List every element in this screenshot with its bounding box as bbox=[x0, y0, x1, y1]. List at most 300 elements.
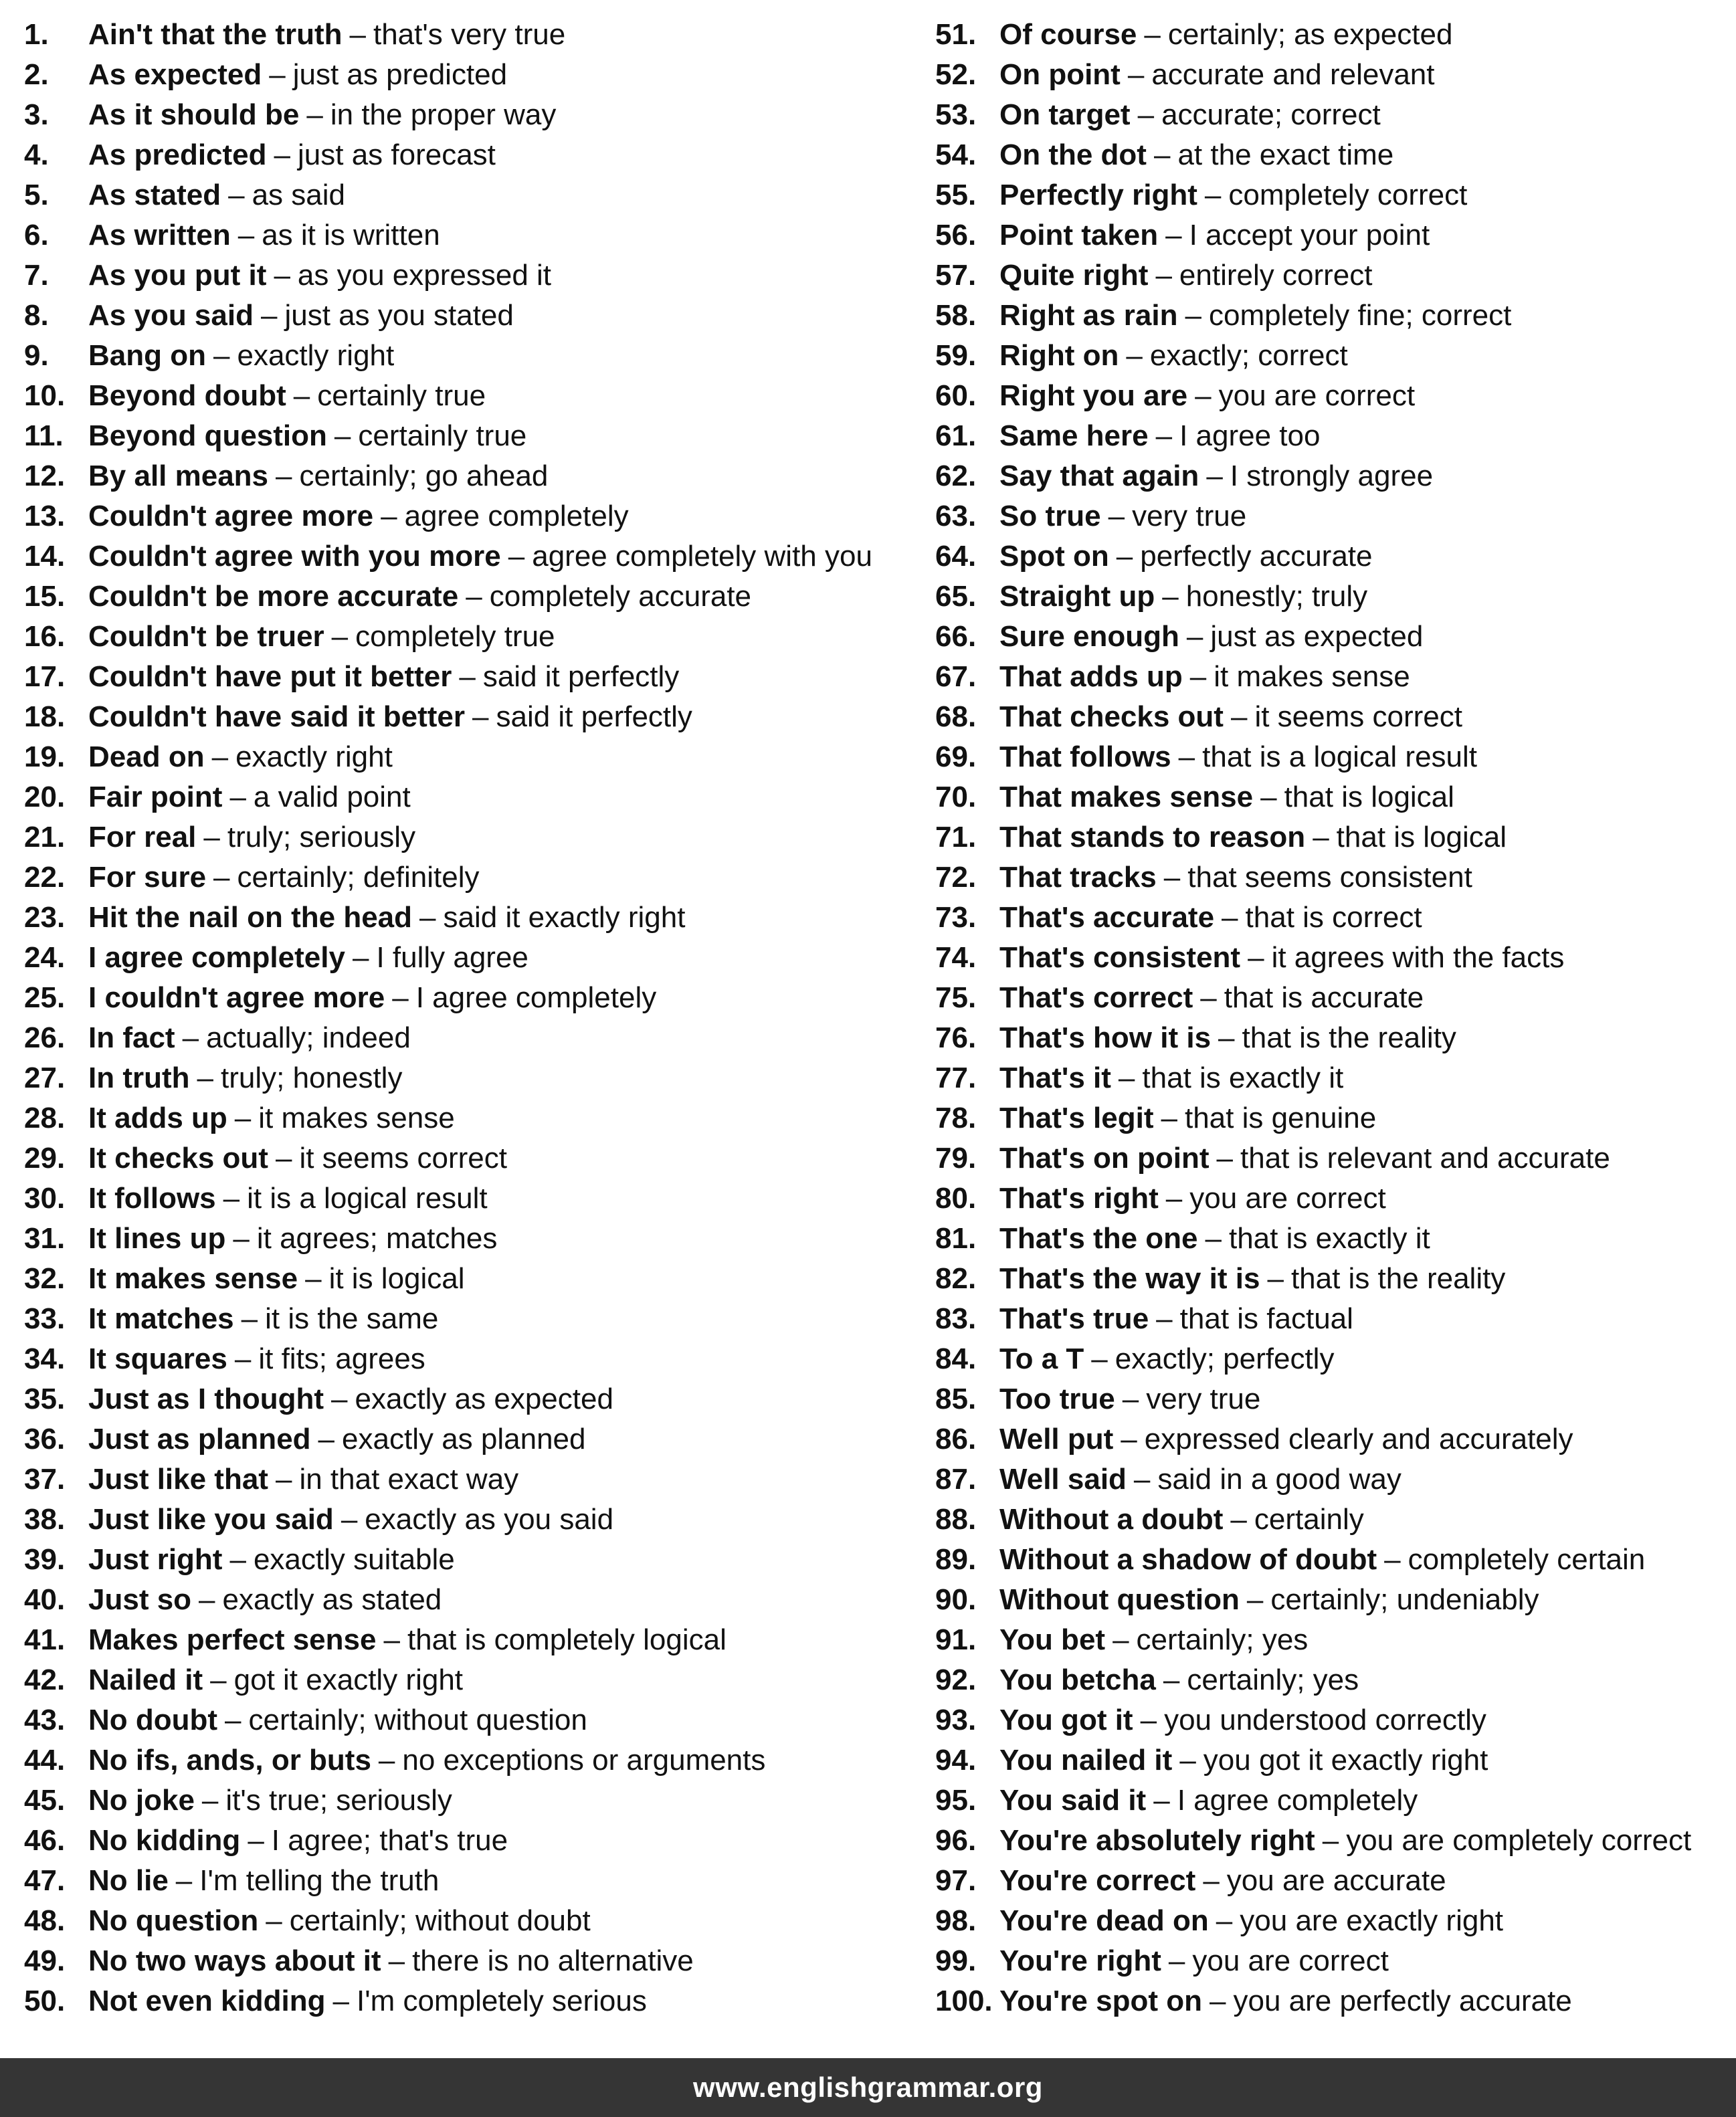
phrase-entry bbox=[935, 336, 1731, 376]
entry-definition: just as forecast bbox=[298, 138, 496, 171]
phrase-entry bbox=[935, 657, 1731, 697]
entry-separator: – bbox=[201, 1784, 219, 1817]
entry-definition: you understood correctly bbox=[1164, 1704, 1486, 1736]
entry-number: 47. bbox=[24, 1864, 66, 1897]
phrase-entry bbox=[935, 817, 1731, 858]
entry-phrase: Just so bbox=[88, 1583, 192, 1616]
entry-phrase: So true bbox=[999, 500, 1101, 532]
entry-phrase: Sure enough bbox=[999, 620, 1179, 653]
entry-separator: – bbox=[459, 660, 476, 693]
entry-separator: – bbox=[199, 1583, 215, 1616]
entry-phrase: Just like you said bbox=[88, 1503, 334, 1536]
entry-definition: exactly as stated bbox=[222, 1583, 442, 1616]
phrase-entry bbox=[935, 175, 1731, 215]
entry-number: 80. bbox=[935, 1182, 977, 1215]
entry-phrase: Not even kidding bbox=[88, 1985, 326, 2017]
entry-separator: – bbox=[234, 1102, 252, 1134]
entry-definition: entirely correct bbox=[1179, 259, 1373, 292]
entry-number: 69. bbox=[935, 740, 977, 773]
entry-number: 37. bbox=[24, 1463, 66, 1496]
entry-phrase: Same here bbox=[999, 419, 1149, 452]
phrase-entry bbox=[935, 1299, 1731, 1339]
entry-phrase: Point taken bbox=[999, 219, 1159, 251]
entry-phrase: It checks out bbox=[88, 1142, 268, 1175]
entry-definition: it makes sense bbox=[258, 1102, 455, 1134]
phrase-entry bbox=[935, 1179, 1731, 1219]
phrase-entry bbox=[935, 256, 1731, 296]
entry-separator: – bbox=[1230, 1503, 1247, 1536]
entry-phrase: That's the way it is bbox=[999, 1262, 1260, 1295]
entry-phrase: Say that again bbox=[999, 460, 1199, 492]
entry-separator: – bbox=[210, 1664, 227, 1696]
entry-definition: you are correct bbox=[1218, 379, 1416, 412]
entry-separator: – bbox=[1186, 620, 1203, 653]
entry-number: 77. bbox=[935, 1062, 977, 1094]
entry-separator: – bbox=[378, 1744, 395, 1777]
entry-number: 74. bbox=[935, 941, 977, 974]
entry-definition: perfectly accurate bbox=[1140, 540, 1373, 573]
entry-definition: that is logical bbox=[1284, 781, 1454, 813]
entry-definition: that is factual bbox=[1179, 1302, 1353, 1335]
phrase-entry bbox=[935, 1459, 1731, 1500]
entry-number: 66. bbox=[935, 620, 977, 653]
entry-definition: I'm completely serious bbox=[356, 1985, 647, 2017]
entry-separator: – bbox=[352, 941, 369, 974]
phrase-entry bbox=[935, 496, 1731, 536]
entry-definition: exactly; correct bbox=[1149, 339, 1348, 372]
entry-number: 30. bbox=[24, 1182, 66, 1215]
phrase-entry bbox=[24, 1941, 914, 1981]
phrase-entry bbox=[935, 898, 1731, 938]
entry-number: 62. bbox=[935, 460, 977, 492]
entry-number: 9. bbox=[24, 339, 49, 372]
entry-definition: in that exact way bbox=[299, 1463, 519, 1496]
entry-separator: – bbox=[1108, 500, 1125, 532]
entry-definition: that seems consistent bbox=[1187, 861, 1472, 894]
phrase-entry bbox=[935, 15, 1731, 55]
entry-phrase: Just as I thought bbox=[88, 1383, 324, 1415]
entry-phrase: Couldn't have put it better bbox=[88, 660, 452, 693]
entry-phrase: Just right bbox=[88, 1543, 223, 1576]
entry-number: 13. bbox=[24, 500, 66, 532]
entry-separator: – bbox=[1260, 781, 1277, 813]
phrase-entry bbox=[24, 376, 914, 416]
entry-definition: certainly; definitely bbox=[237, 861, 480, 894]
entry-number: 54. bbox=[935, 138, 977, 171]
entry-separator: – bbox=[1144, 18, 1161, 51]
entry-phrase: That's the one bbox=[999, 1222, 1198, 1255]
entry-definition: got it exactly right bbox=[233, 1664, 464, 1696]
entry-definition: a valid point bbox=[253, 781, 411, 813]
entry-definition: completely correct bbox=[1228, 179, 1468, 211]
entry-separator: – bbox=[381, 500, 397, 532]
phrase-entry bbox=[935, 1740, 1731, 1781]
entry-definition: actually; indeed bbox=[206, 1021, 411, 1054]
phrase-entry bbox=[935, 135, 1731, 175]
entry-number: 63. bbox=[935, 500, 977, 532]
entry-number: 1. bbox=[24, 18, 49, 51]
entry-number: 21. bbox=[24, 821, 66, 853]
phrase-entry bbox=[935, 1941, 1731, 1981]
entry-separator: – bbox=[203, 821, 220, 853]
entry-number: 41. bbox=[24, 1623, 66, 1656]
entry-number: 75. bbox=[935, 981, 977, 1014]
entry-number: 17. bbox=[24, 660, 66, 693]
entry-separator: – bbox=[1222, 901, 1238, 934]
phrase-entry bbox=[935, 1821, 1731, 1861]
entry-definition: exactly; perfectly bbox=[1115, 1342, 1335, 1375]
phrase-entry bbox=[24, 1259, 914, 1299]
entry-phrase: As expected bbox=[88, 58, 262, 91]
entry-separator: – bbox=[383, 1623, 400, 1656]
entry-number: 34. bbox=[24, 1342, 66, 1375]
entry-phrase: On target bbox=[999, 98, 1131, 131]
entry-number: 15. bbox=[24, 580, 66, 613]
entry-definition: certainly; yes bbox=[1187, 1664, 1359, 1696]
entry-phrase: That checks out bbox=[999, 700, 1224, 733]
entry-separator: – bbox=[234, 1342, 252, 1375]
phrase-entry bbox=[935, 1379, 1731, 1419]
entry-phrase: That's legit bbox=[999, 1102, 1154, 1134]
entry-definition: truly; seriously bbox=[227, 821, 416, 853]
entry-separator: – bbox=[1313, 821, 1329, 853]
entry-number: 14. bbox=[24, 540, 66, 573]
phrase-entry bbox=[24, 1419, 914, 1459]
phrase-entry bbox=[24, 456, 914, 496]
entry-definition: that is completely logical bbox=[407, 1623, 727, 1656]
phrase-entry bbox=[24, 1459, 914, 1500]
entry-number: 88. bbox=[935, 1503, 977, 1536]
phrase-entry bbox=[935, 1138, 1731, 1179]
entry-separator: – bbox=[1246, 1583, 1264, 1616]
phrase-entry bbox=[935, 1500, 1731, 1540]
entry-number: 46. bbox=[24, 1824, 66, 1857]
entry-number: 26. bbox=[24, 1021, 66, 1054]
entry-definition: I accept your point bbox=[1189, 219, 1430, 251]
entry-number: 32. bbox=[24, 1262, 66, 1295]
entry-definition: agree completely with you bbox=[532, 540, 872, 573]
entry-definition: I fully agree bbox=[376, 941, 528, 974]
entry-separator: – bbox=[1163, 1664, 1180, 1696]
entry-definition: certainly; go ahead bbox=[299, 460, 549, 492]
phrase-entry bbox=[24, 1299, 914, 1339]
phrase-entry bbox=[24, 416, 914, 456]
entry-number: 68. bbox=[935, 700, 977, 733]
phrase-entry bbox=[24, 817, 914, 858]
entry-phrase: No kidding bbox=[88, 1824, 241, 1857]
entry-definition: that's very true bbox=[373, 18, 566, 51]
entry-separator: – bbox=[274, 259, 290, 292]
entry-number: 65. bbox=[935, 580, 977, 613]
entry-separator: – bbox=[275, 1142, 292, 1175]
entry-number: 83. bbox=[935, 1302, 977, 1335]
entry-number: 2. bbox=[24, 58, 49, 91]
entry-separator: – bbox=[1155, 259, 1172, 292]
entry-phrase: Well said bbox=[999, 1463, 1127, 1496]
entry-definition: just as you stated bbox=[284, 299, 514, 332]
entry-separator: – bbox=[233, 1222, 250, 1255]
entry-separator: – bbox=[1133, 1463, 1151, 1496]
entry-number: 59. bbox=[935, 339, 977, 372]
entry-phrase: As stated bbox=[88, 179, 221, 211]
entry-number: 73. bbox=[935, 901, 977, 934]
entry-phrase: Quite right bbox=[999, 259, 1149, 292]
phrase-entry bbox=[24, 95, 914, 135]
entry-number: 12. bbox=[24, 460, 66, 492]
entry-phrase: Right as rain bbox=[999, 299, 1178, 332]
entry-number: 55. bbox=[935, 179, 977, 211]
entry-definition: I'm telling the truth bbox=[199, 1864, 440, 1897]
entry-definition: no exceptions or arguments bbox=[402, 1744, 766, 1777]
entry-number: 36. bbox=[24, 1423, 66, 1455]
entry-separator: – bbox=[1116, 540, 1133, 573]
entry-separator: – bbox=[349, 18, 366, 51]
phrase-entry bbox=[24, 657, 914, 697]
entry-separator: – bbox=[1204, 179, 1222, 211]
phrase-entry bbox=[935, 617, 1731, 657]
phrase-entry bbox=[24, 1660, 914, 1700]
phrase-entry bbox=[24, 577, 914, 617]
entry-number: 28. bbox=[24, 1102, 66, 1134]
entry-separator: – bbox=[213, 339, 230, 372]
entry-separator: – bbox=[1163, 861, 1181, 894]
entry-separator: – bbox=[241, 1302, 258, 1335]
entry-number: 25. bbox=[24, 981, 66, 1014]
entry-separator: – bbox=[1209, 1985, 1226, 2017]
entry-separator: – bbox=[1113, 1623, 1129, 1656]
entry-definition: that is exactly it bbox=[1228, 1222, 1430, 1255]
phrase-entry bbox=[935, 1259, 1731, 1299]
entry-phrase: On the dot bbox=[999, 138, 1147, 171]
entry-phrase: You bet bbox=[999, 1623, 1106, 1656]
phrase-entry bbox=[935, 1098, 1731, 1138]
entry-definition: as you expressed it bbox=[297, 259, 552, 292]
entry-phrase: Hit the nail on the head bbox=[88, 901, 413, 934]
entry-number: 52. bbox=[935, 58, 977, 91]
entry-number: 35. bbox=[24, 1383, 66, 1415]
entry-separator: – bbox=[1155, 419, 1173, 452]
entry-definition: that is logical bbox=[1336, 821, 1507, 853]
entry-number: 93. bbox=[935, 1704, 977, 1736]
entry-separator: – bbox=[1127, 58, 1145, 91]
phrase-entry bbox=[24, 1098, 914, 1138]
entry-phrase: That's true bbox=[999, 1302, 1149, 1335]
entry-phrase: No lie bbox=[88, 1864, 169, 1897]
entry-phrase: That's accurate bbox=[999, 901, 1215, 934]
phrase-entry bbox=[24, 296, 914, 336]
entry-separator: – bbox=[1122, 1383, 1139, 1415]
phrase-entry bbox=[24, 1981, 914, 2021]
entry-separator: – bbox=[274, 138, 290, 171]
entry-definition: said in a good way bbox=[1157, 1463, 1402, 1496]
entry-phrase: Right on bbox=[999, 339, 1119, 372]
entry-number: 97. bbox=[935, 1864, 977, 1897]
entry-number: 50. bbox=[24, 1985, 66, 2017]
entry-definition: it agrees; matches bbox=[256, 1222, 498, 1255]
entry-definition: as said bbox=[252, 179, 345, 211]
entry-number: 45. bbox=[24, 1784, 66, 1817]
entry-definition: exactly as you said bbox=[365, 1503, 614, 1536]
entry-definition: very true bbox=[1132, 500, 1247, 532]
entry-number: 48. bbox=[24, 1904, 66, 1937]
entry-number: 24. bbox=[24, 941, 66, 974]
entry-number: 42. bbox=[24, 1664, 66, 1696]
phrase-entry bbox=[24, 1018, 914, 1058]
phrase-entry bbox=[24, 135, 914, 175]
phrase-entry bbox=[935, 938, 1731, 978]
entry-number: 86. bbox=[935, 1423, 977, 1455]
entry-separator: – bbox=[213, 861, 230, 894]
entry-number: 20. bbox=[24, 781, 66, 813]
entry-definition: it's true; seriously bbox=[225, 1784, 452, 1817]
entry-separator: – bbox=[392, 981, 409, 1014]
entry-number: 100. bbox=[935, 1985, 993, 2017]
entry-separator: – bbox=[1195, 379, 1212, 412]
entry-definition: it is a logical result bbox=[247, 1182, 488, 1215]
entry-separator: – bbox=[318, 1423, 335, 1455]
entry-definition: exactly right bbox=[237, 339, 395, 372]
entry-phrase: No two ways about it bbox=[88, 1944, 381, 1977]
entry-separator: – bbox=[1165, 219, 1182, 251]
entry-separator: – bbox=[1118, 1062, 1135, 1094]
entry-phrase: Couldn't be truer bbox=[88, 620, 324, 653]
entry-definition: agree completely bbox=[404, 500, 629, 532]
phrase-entry bbox=[24, 617, 914, 657]
entry-number: 11. bbox=[24, 419, 64, 452]
phrase-entry bbox=[935, 697, 1731, 737]
phrase-entry bbox=[24, 15, 914, 55]
entry-separator: – bbox=[1216, 1142, 1234, 1175]
phrase-entry bbox=[24, 1500, 914, 1540]
entry-separator: – bbox=[1091, 1342, 1108, 1375]
entry-separator: – bbox=[275, 1463, 292, 1496]
phrase-entry bbox=[24, 858, 914, 898]
phrase-entry bbox=[935, 777, 1731, 817]
entry-definition: certainly bbox=[1254, 1503, 1364, 1536]
phrase-entry bbox=[24, 898, 914, 938]
entry-definition: exactly as planned bbox=[342, 1423, 586, 1455]
phrase-entry bbox=[935, 1219, 1731, 1259]
entry-definition: I agree too bbox=[1179, 419, 1321, 452]
entry-definition: I agree completely bbox=[1177, 1784, 1418, 1817]
entry-separator: – bbox=[182, 1021, 199, 1054]
entry-phrase: Of course bbox=[999, 18, 1137, 51]
phrase-entry bbox=[24, 978, 914, 1018]
entry-number: 6. bbox=[24, 219, 49, 251]
phrase-entry bbox=[935, 1339, 1731, 1379]
entry-separator: – bbox=[508, 540, 525, 573]
entry-definition: certainly true bbox=[358, 419, 527, 452]
entry-phrase: That stands to reason bbox=[999, 821, 1306, 853]
entry-number: 16. bbox=[24, 620, 66, 653]
phrase-entry bbox=[935, 1981, 1731, 2021]
entry-separator: – bbox=[472, 700, 489, 733]
entry-phrase: That's correct bbox=[999, 981, 1193, 1014]
entry-separator: – bbox=[229, 781, 246, 813]
phrase-entry bbox=[24, 697, 914, 737]
entry-separator: – bbox=[1126, 339, 1143, 372]
entry-separator: – bbox=[260, 299, 278, 332]
entry-definition: that is the reality bbox=[1242, 1021, 1456, 1054]
entry-separator: – bbox=[175, 1864, 193, 1897]
entry-phrase: As you said bbox=[88, 299, 254, 332]
phrase-entry bbox=[24, 1700, 914, 1740]
entry-number: 61. bbox=[935, 419, 977, 452]
entry-phrase: Couldn't agree with you more bbox=[88, 540, 501, 573]
entry-separator: – bbox=[225, 1704, 242, 1736]
entry-separator: – bbox=[1384, 1543, 1401, 1576]
entry-phrase: For sure bbox=[88, 861, 207, 894]
entry-definition: accurate and relevant bbox=[1151, 58, 1435, 91]
entry-phrase: That tracks bbox=[999, 861, 1157, 894]
entry-phrase: Dead on bbox=[88, 740, 205, 773]
entry-phrase: Couldn't agree more bbox=[88, 500, 374, 532]
entry-number: 18. bbox=[24, 700, 66, 733]
entry-phrase: No doubt bbox=[88, 1704, 218, 1736]
entry-number: 22. bbox=[24, 861, 66, 894]
entry-phrase: It lines up bbox=[88, 1222, 226, 1255]
entry-definition: that is a logical result bbox=[1202, 740, 1478, 773]
entry-number: 95. bbox=[935, 1784, 977, 1817]
entry-separator: – bbox=[1162, 580, 1179, 613]
entry-phrase: It follows bbox=[88, 1182, 216, 1215]
entry-definition: completely certain bbox=[1408, 1543, 1646, 1576]
entry-phrase: Nailed it bbox=[88, 1664, 203, 1696]
entry-phrase: For real bbox=[88, 821, 197, 853]
entry-separator: – bbox=[1185, 299, 1201, 332]
entry-definition: honestly; truly bbox=[1185, 580, 1368, 613]
entry-number: 82. bbox=[935, 1262, 977, 1295]
entry-number: 5. bbox=[24, 179, 49, 211]
entry-phrase: Beyond question bbox=[88, 419, 327, 452]
entry-definition: certainly; undeniably bbox=[1270, 1583, 1539, 1616]
entry-phrase: It matches bbox=[88, 1302, 234, 1335]
entry-number: 99. bbox=[935, 1944, 977, 1977]
entry-number: 3. bbox=[24, 98, 49, 131]
entry-separator: – bbox=[276, 460, 292, 492]
entry-phrase: As it should be bbox=[88, 98, 300, 131]
entry-definition: you are correct bbox=[1192, 1944, 1389, 1977]
entry-phrase: Fair point bbox=[88, 781, 223, 813]
entry-number: 64. bbox=[935, 540, 977, 573]
entry-definition: it fits; agrees bbox=[258, 1342, 425, 1375]
entry-separator: – bbox=[266, 1904, 282, 1937]
entry-phrase: That's how it is bbox=[999, 1021, 1212, 1054]
entry-number: 58. bbox=[935, 299, 977, 332]
entry-phrase: In fact bbox=[88, 1021, 175, 1054]
entry-phrase: Beyond doubt bbox=[88, 379, 286, 412]
phrase-entry bbox=[935, 416, 1731, 456]
entry-separator: – bbox=[1203, 1864, 1220, 1897]
entry-number: 23. bbox=[24, 901, 66, 934]
phrase-entry bbox=[935, 296, 1731, 336]
entry-definition: that is exactly it bbox=[1142, 1062, 1344, 1094]
entry-definition: that is accurate bbox=[1224, 981, 1424, 1014]
entry-phrase: Too true bbox=[999, 1383, 1115, 1415]
entry-definition: you are completely correct bbox=[1346, 1824, 1692, 1857]
entry-definition: truly; honestly bbox=[221, 1062, 403, 1094]
entry-number: 87. bbox=[935, 1463, 977, 1496]
entry-definition: it seems correct bbox=[299, 1142, 507, 1175]
entry-separator: – bbox=[1218, 1021, 1235, 1054]
phrase-entry bbox=[24, 777, 914, 817]
phrase-entry bbox=[935, 978, 1731, 1018]
entry-phrase: As you put it bbox=[88, 259, 267, 292]
entry-number: 60. bbox=[935, 379, 977, 412]
entry-phrase: That makes sense bbox=[999, 781, 1254, 813]
entry-separator: – bbox=[331, 1383, 348, 1415]
phrase-entry bbox=[24, 1740, 914, 1781]
